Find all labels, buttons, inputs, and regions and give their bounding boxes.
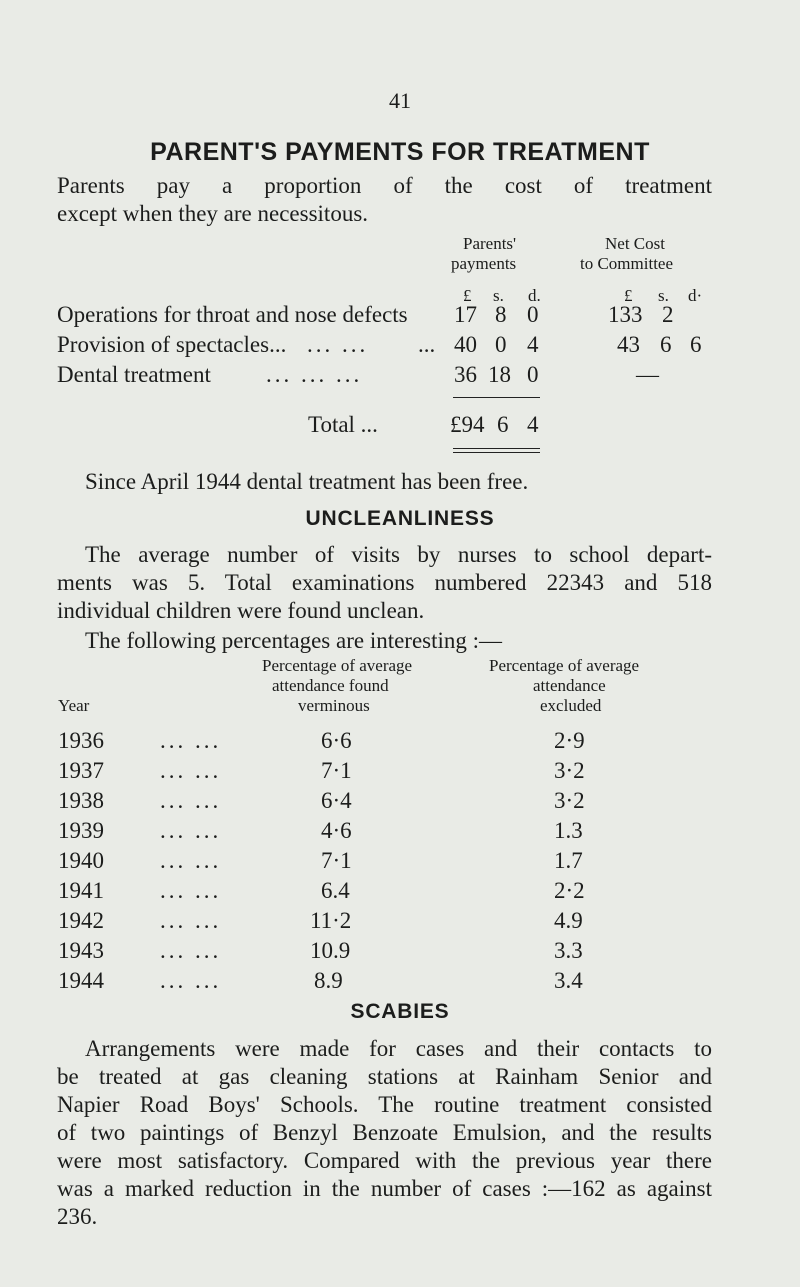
year-cell: 1938 <box>58 788 104 813</box>
year-leader: ... ... <box>160 818 222 843</box>
year-cell: 1936 <box>58 728 104 753</box>
scabies-line-1: Arrangements were made for cases and their contacts to <box>85 1036 712 1061</box>
year-cell: 1939 <box>58 818 104 843</box>
year-cell: 1943 <box>58 938 104 963</box>
col-verminous-header-1: Percentage of average <box>262 656 413 675</box>
total-pounds: £94 <box>450 412 485 437</box>
payment-row-p-pence: 4 <box>527 332 539 357</box>
payment-row-p-pounds: 17 <box>454 302 477 327</box>
unit-pounds-2: £ <box>624 286 633 305</box>
scabies-line-5: were most satisfactory. Compared with the previous year there <box>57 1148 712 1173</box>
year-leader: ... ... <box>160 788 222 813</box>
year-cell: 1941 <box>58 878 104 903</box>
col-netcost-header-a: Net Cost <box>605 234 665 253</box>
payment-row-p-pence: 0 <box>527 362 539 387</box>
payment-row-label: Operations for throat and nose defects <box>57 302 408 327</box>
payment-row-p-pence: 0 <box>527 302 539 327</box>
year-leader: ... ... <box>160 848 222 873</box>
unit-pounds-1: £ <box>463 286 472 305</box>
payment-row-n-pounds: 43 <box>617 332 640 357</box>
verminous-cell: 7·1 <box>321 848 352 873</box>
excluded-cell: 4.9 <box>554 908 583 933</box>
scabies-heading: SCABIES <box>350 1000 450 1023</box>
col-excluded-header-2: attendance <box>533 676 606 695</box>
intro-line-1: Parents pay a proportion of the cost of treatment <box>57 173 712 198</box>
year-leader: ... ... <box>160 968 222 993</box>
year-cell: 1940 <box>58 848 104 873</box>
verminous-cell: 10.9 <box>310 938 351 963</box>
excluded-cell: 2·2 <box>554 878 585 903</box>
uncleanliness-heading: UNCLEANLINESS <box>305 507 495 530</box>
payment-row-p-shillings: 0 <box>495 332 507 357</box>
verminous-cell: 11·2 <box>310 908 352 933</box>
col-excluded-header-1: Percentage of average <box>489 656 640 675</box>
payment-row-leader: ... ... <box>307 332 369 357</box>
dental-note: Since April 1944 dental treatment has been free. <box>85 469 529 494</box>
uncleanliness-para-line-2: ments was 5. Total examinations numbered 22343 and 518 <box>57 570 712 595</box>
year-leader: ... ... <box>160 878 222 903</box>
verminous-cell: 7·1 <box>321 758 352 783</box>
scabies-line-7: 236. <box>57 1204 98 1229</box>
uncleanliness-para-line-3: individual children were found unclean. <box>57 598 425 623</box>
payment-row-p-pounds: 36 <box>454 362 477 387</box>
payment-row-n-shillings: 6 <box>660 332 672 357</box>
year-leader: ... ... <box>160 908 222 933</box>
subtotal-rule <box>453 397 540 398</box>
percentages-intro: The following percentages are interesting :— <box>85 628 503 653</box>
payment-row-p-shillings: 8 <box>495 302 507 327</box>
payment-row-p-shillings: 18 <box>488 362 511 387</box>
payment-row-n-pounds: 133 <box>608 302 643 327</box>
col-parents-header-a: Parents' <box>463 234 517 253</box>
col-parents-header-b: payments <box>451 254 517 273</box>
total-pence: 4 <box>527 412 539 437</box>
scabies-line-6: was a marked reduction in the number of cases :—162 as against <box>57 1176 712 1201</box>
payment-row-label: Dental treatment <box>57 362 211 387</box>
page-number: 41 <box>389 88 411 113</box>
total-shillings: 6 <box>497 412 509 437</box>
year-cell: 1944 <box>58 968 104 993</box>
verminous-cell: 4·6 <box>321 818 352 843</box>
unit-pence-2: d· <box>688 286 703 305</box>
payment-row-leader-end: ... <box>418 332 436 357</box>
excluded-cell: 1.7 <box>554 848 583 873</box>
year-leader: ... ... <box>160 728 222 753</box>
scabies-line-3: Napier Road Boys' Schools. The routine treatment consisted <box>57 1092 712 1117</box>
unit-shillings-2: s. <box>658 286 669 305</box>
verminous-cell: 6·6 <box>321 728 352 753</box>
payment-row-n-dash: — <box>636 362 659 387</box>
year-leader: ... ... <box>160 938 222 963</box>
excluded-cell: 2·9 <box>554 728 585 753</box>
year-cell: 1942 <box>58 908 104 933</box>
verminous-cell: 6.4 <box>321 878 350 903</box>
col-verminous-header-2: attendance found <box>272 676 389 695</box>
unit-pence-1: d. <box>528 286 541 305</box>
col-year-header: Year <box>58 696 90 715</box>
verminous-cell: 8.9 <box>314 968 343 993</box>
excluded-cell: 3·2 <box>554 788 585 813</box>
excluded-cell: 3·2 <box>554 758 585 783</box>
uncleanliness-para-line-1: The average number of visits by nurses to school depart- <box>85 542 712 567</box>
excluded-cell: 3.3 <box>554 938 583 963</box>
total-double-rule-bottom <box>453 452 540 453</box>
scabies-line-4: of two paintings of Benzyl Benzoate Emulsion, and the results <box>57 1120 712 1145</box>
payment-row-n-shillings: 2 <box>662 302 674 327</box>
payment-row-n-pence: 6 <box>690 332 702 357</box>
excluded-cell: 3.4 <box>554 968 583 993</box>
page-title: PARENT'S PAYMENTS FOR TREATMENT <box>150 138 650 166</box>
col-verminous-header-3: verminous <box>298 696 370 715</box>
unit-shillings-1: s. <box>493 286 504 305</box>
total-label: Total ... <box>308 412 378 437</box>
year-leader: ... ... <box>160 758 222 783</box>
total-double-rule-top <box>453 448 540 449</box>
verminous-cell: 6·4 <box>321 788 352 813</box>
col-netcost-header-b: to Committee <box>580 254 674 273</box>
col-excluded-header-3: excluded <box>540 696 602 715</box>
intro-line-2: except when they are necessitous. <box>57 201 369 226</box>
payment-row-p-pounds: 40 <box>454 332 477 357</box>
year-cell: 1937 <box>58 758 104 783</box>
scabies-line-2: be treated at gas cleaning stations at Rainham Senior and <box>57 1064 712 1089</box>
payment-row-leader: ... ... ... <box>266 362 363 387</box>
excluded-cell: 1.3 <box>554 818 583 843</box>
payment-row-label: Provision of spectacles... <box>57 332 287 357</box>
